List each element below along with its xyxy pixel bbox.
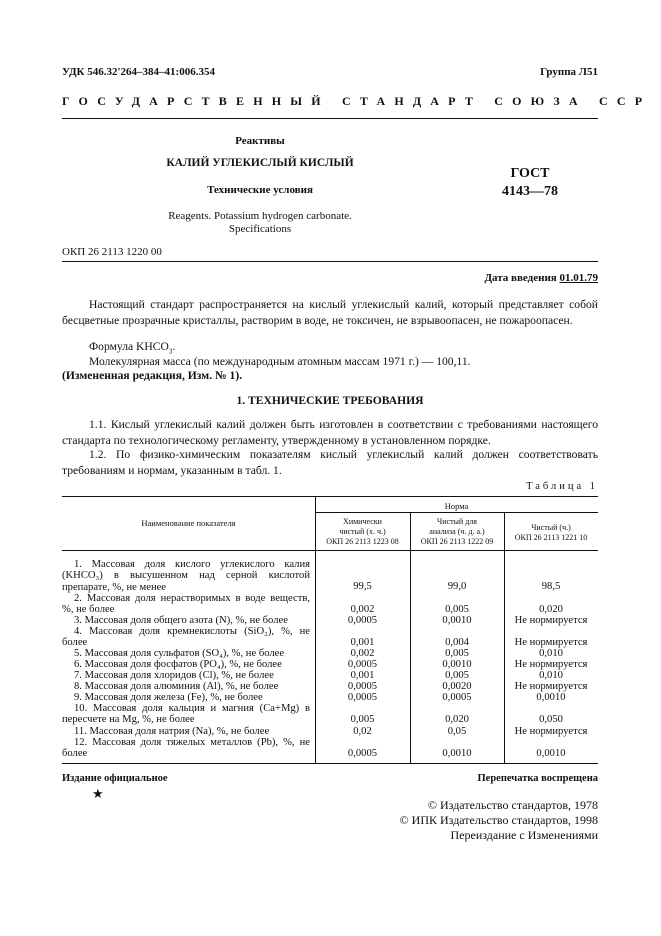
grade-2-okp: ОКП 26 2113 1222 09: [420, 537, 494, 546]
english-title-1: Reagents. Potassium hydrogen carbonate.: [168, 210, 352, 222]
table-row: [62, 737, 598, 760]
row-label: 11. Массовая доля натрия (Na), %, не более: [74, 726, 270, 737]
row-value-3: 0,010: [539, 670, 563, 681]
row-value-3: 0,0010: [536, 748, 566, 759]
formula-line: Формула $KHCO_3$.: [89, 340, 176, 356]
reprint-notice: Перепечатка воспрещена: [477, 773, 598, 784]
col-header-name: Наименование показателя: [141, 518, 236, 528]
grade-2-line-2: анализа (ч. д. а.): [429, 527, 485, 536]
row-label: 6. Массовая доля фосфатов (PO₄), %, не более: [74, 659, 282, 670]
row-value-1: 0,001: [350, 670, 375, 681]
grade-header-3: [504, 523, 598, 543]
gost-number: 4143—78: [502, 184, 558, 199]
row-value-2: 0,004: [445, 637, 469, 648]
header-rule: [62, 118, 598, 119]
copyright-1998: © ИПК Издательство стандартов, 1998: [399, 813, 598, 827]
row-value-2: 0,05: [447, 726, 467, 737]
row-value-3: Не нормируется: [514, 681, 588, 692]
row-value-1: 0,0005: [347, 659, 378, 670]
row-value-1: 0,0005: [347, 748, 378, 759]
table-row: [62, 593, 598, 616]
effective-date-value: 01.01.79: [559, 272, 598, 284]
okp-code: ОКП 26 2113 1220 00: [62, 246, 162, 258]
row-label: 7. Массовая доля хлоридов (Cl), %, не более: [74, 670, 274, 681]
row-label: 5. Массовая доля сульфатов (SO₄), %, не более: [74, 648, 285, 659]
norm-rule: [315, 512, 598, 513]
group-code: Группа Л51: [540, 66, 598, 78]
table-caption: Таблица 1: [526, 481, 598, 492]
row-value-3: 98,5: [541, 581, 561, 592]
effective-date: [484, 272, 598, 284]
row-value-1: 0,005: [350, 714, 375, 725]
official-edition: Издание официальное: [62, 773, 168, 784]
row-value-1: 0,0005: [347, 615, 378, 626]
row-value-2: 0,005: [445, 670, 469, 681]
grade-3-okp: ОКП 26 2113 1221 10: [514, 533, 588, 542]
table-row: [62, 703, 598, 726]
row-label: 1. Массовая доля кислого углекислого калия (KHCO₃) в высушенном над серной кислотой препарате, %, не менее: [62, 559, 310, 593]
grade-1-line-2: чистый (х. ч.): [339, 527, 386, 536]
grade-1-line-1: Химически: [343, 517, 382, 526]
row-value-2: 0,0005: [442, 692, 472, 703]
udk-code: УДК 546.32'264–384–41:006.354: [62, 66, 215, 78]
doc-subtitle: Технические условия: [207, 184, 313, 196]
grade-header-2: [410, 517, 504, 547]
row-label: 10. Массовая доля кальция и магния (Ca+Mg) в пересчете на Mg, %, не более: [62, 703, 310, 726]
row-label: 9. Массовая доля железа (Fe), %, не более: [74, 692, 263, 703]
edition-note: (Измененная редакция, Изм. № 1).: [62, 369, 243, 382]
row-value-3: 0,010: [539, 648, 563, 659]
row-value-3: 0,050: [539, 714, 563, 725]
molecular-mass: Молекулярная масса (по международным атомным массам 1971 г.) — 100,11.: [89, 355, 471, 368]
header-bottom-rule: [62, 550, 598, 551]
table-row: [62, 726, 598, 737]
reissue-note: Переиздание с Изменениями: [450, 828, 598, 842]
title-rule: [62, 261, 598, 262]
doc-title: КАЛИЙ УГЛЕКИСЛЫЙ КИСЛЫЙ: [166, 157, 354, 169]
row-value-1: 0,001: [350, 637, 375, 648]
formula-text: Формула KHCO: [89, 340, 169, 353]
row-value-3: Не нормируется: [514, 615, 588, 626]
row-value-1: 0,0005: [347, 681, 378, 692]
table-row: [62, 648, 598, 659]
row-value-2: 0,005: [445, 648, 469, 659]
row-label: 8. Массовая доля алюминия (Al), %, не более: [74, 681, 279, 692]
table-row: [62, 559, 598, 593]
section-heading: 1. ТЕХНИЧЕСКИЕ ТРЕБОВАНИЯ: [236, 394, 424, 407]
grade-1-okp: ОКП 26 2113 1223 08: [326, 537, 399, 546]
table-row: [62, 670, 598, 681]
row-value-1: 0,0005: [347, 692, 378, 703]
star-icon: ★: [92, 786, 104, 801]
table-bottom-rule: [62, 763, 598, 764]
row-value-1: 0,02: [353, 726, 372, 737]
row-value-2: 0,0010: [442, 659, 472, 670]
row-value-1: 0,002: [350, 648, 375, 659]
grade-header-1: [315, 517, 410, 547]
grade-2-line-1: Чистый для: [437, 517, 477, 526]
row-value-3: 0,020: [539, 604, 563, 615]
row-value-3: Не нормируется: [514, 726, 588, 737]
grade-3-line-1: Чистый (ч.): [531, 523, 571, 532]
row-value-2: 0,0010: [442, 748, 472, 759]
row-label: 4. Массовая доля кремнекислоты (SiO₂), %, не более: [62, 626, 310, 649]
effective-date-label: Дата введения: [484, 272, 557, 284]
row-value-2: 0,0010: [442, 615, 472, 626]
row-value-1: 0,002: [350, 604, 375, 615]
copyright-1978: © Издательство стандартов, 1978: [427, 798, 598, 812]
row-label: 3. Массовая доля общего азота (N), %, не более: [74, 615, 288, 626]
row-value-1: 99,5: [353, 581, 372, 592]
gost-label: ГОСТ: [510, 166, 550, 181]
row-value-2: 0,020: [445, 714, 469, 725]
table-row: [62, 615, 598, 626]
row-value-2: 0,005: [445, 604, 469, 615]
row-value-2: 99,0: [447, 581, 467, 592]
english-title-2: Specifications: [228, 223, 292, 235]
table-top-rule: [62, 496, 598, 497]
table-row: [62, 626, 598, 649]
table-row: [62, 659, 598, 670]
row-label: 12. Массовая доля тяжелых металлов (Pb), %, не более: [62, 737, 310, 760]
row-label: 2. Массовая доля нерастворимых в воде веществ, %, не более: [62, 593, 310, 616]
row-value-2: 0,0020: [442, 681, 472, 692]
table-row: [62, 692, 598, 703]
doc-category: Реактивы: [235, 135, 285, 147]
table-row: [62, 681, 598, 692]
row-value-3: Не нормируется: [514, 659, 588, 670]
formula-subscript: 3: [168, 347, 173, 356]
state-standard-banner: ГОСУДАРСТВЕННЫЙ СТАНДАРТ СОЮЗА ССР: [62, 94, 652, 108]
col-header-norm: Норма: [444, 501, 469, 511]
clause-1-1: 1.1. Кислый углекислый калий должен быть изготовлен в соответствии с требованиями настоящего стандарта по технологическому регламенту, утвержденному в установленном порядке.: [62, 418, 598, 447]
row-value-3: 0,0010: [536, 692, 566, 703]
clause-1-2: 1.2. По физико-химическим показателям кислый углекислый калий должен соответствовать требованиям и нормам, указанным в табл. 1.: [62, 448, 598, 477]
row-value-3: Не нормируется: [514, 637, 588, 648]
intro-paragraph: Настоящий стандарт распространяется на кислый углекислый калий, который представляет собой бесцветные прозрачные кристаллы, растворим в воде, не токсичен, не взрывоопасен, не пожароопасен.: [62, 298, 598, 327]
